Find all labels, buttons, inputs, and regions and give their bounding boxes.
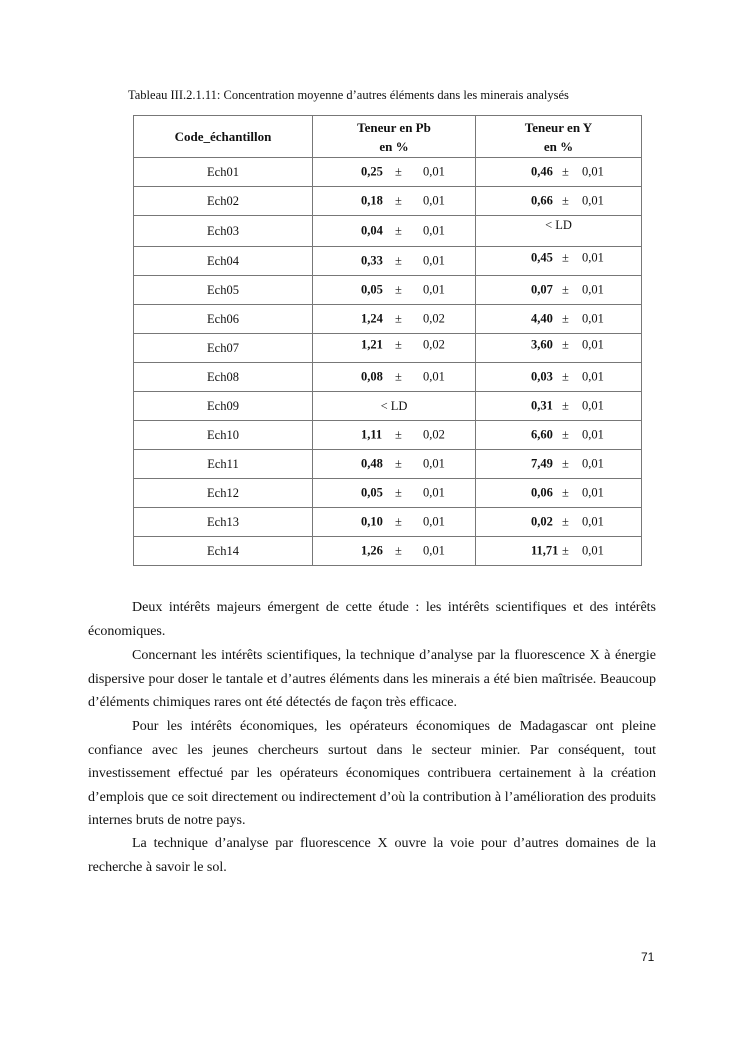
plus-minus-sign: ± bbox=[562, 250, 569, 265]
table-body bbox=[134, 158, 642, 566]
pb-value: 1,24 bbox=[361, 311, 383, 326]
sample-code: Ech08 bbox=[134, 363, 313, 392]
sample-code: Ech03 bbox=[134, 216, 313, 247]
sample-code: Ech12 bbox=[134, 479, 313, 508]
pb-concentration-cell bbox=[313, 421, 476, 450]
sample-code: Ech02 bbox=[134, 187, 313, 216]
table-row bbox=[134, 392, 642, 421]
pb-value-below-ld: < LD bbox=[313, 392, 476, 421]
y-uncertainty: 0,01 bbox=[582, 193, 604, 208]
pb-uncertainty: 0,01 bbox=[423, 282, 445, 297]
pb-concentration-cell bbox=[313, 247, 476, 276]
plus-minus-sign: ± bbox=[562, 164, 569, 179]
sample-code: Ech05 bbox=[134, 276, 313, 305]
sample-code: Ech04 bbox=[134, 247, 313, 276]
pb-uncertainty: 0,02 bbox=[423, 311, 445, 326]
table-row bbox=[134, 508, 642, 537]
table-row bbox=[134, 537, 642, 566]
y-concentration-cell bbox=[476, 421, 642, 450]
y-concentration-cell bbox=[476, 247, 642, 276]
plus-minus-sign: ± bbox=[395, 543, 402, 558]
pb-concentration-cell bbox=[313, 537, 476, 566]
pb-value: 0,10 bbox=[361, 514, 383, 529]
pb-concentration-cell bbox=[313, 305, 476, 334]
pb-uncertainty: 0,01 bbox=[423, 164, 445, 179]
y-value: 0,45 bbox=[531, 250, 553, 265]
sample-code: Ech10 bbox=[134, 421, 313, 450]
pb-value: 0,25 bbox=[361, 164, 383, 179]
y-concentration-cell bbox=[476, 392, 642, 421]
plus-minus-sign: ± bbox=[562, 369, 569, 384]
plus-minus-sign: ± bbox=[395, 164, 402, 179]
paragraph-2: Concernant les intérêts scientifiques, la technique d’analyse par la fluorescence X à énergie dispersive pour doser le tantale et d’autres éléments dans les minerais a été bien maîtrisée. Beaucoup d’éléments chimiques rares ont été détectés de façon très efficace. bbox=[88, 648, 656, 710]
table-row bbox=[134, 247, 642, 276]
pb-concentration-cell bbox=[313, 334, 476, 363]
sample-code: Ech09 bbox=[134, 392, 313, 421]
plus-minus-sign: ± bbox=[395, 485, 402, 500]
y-uncertainty: 0,01 bbox=[582, 514, 604, 529]
pb-uncertainty: 0,01 bbox=[423, 369, 445, 384]
page-number: 71 bbox=[641, 950, 655, 964]
pb-uncertainty: 0,01 bbox=[423, 485, 445, 500]
paragraph-1: Deux intérêts majeurs émergent de cette étude : les intérêts scientifiques et des intérêts économiques. bbox=[88, 600, 656, 639]
header-code: Code_échantillon bbox=[134, 116, 313, 158]
pb-uncertainty: 0,02 bbox=[423, 427, 445, 442]
y-value: 6,60 bbox=[531, 427, 553, 442]
y-uncertainty: 0,01 bbox=[582, 485, 604, 500]
pb-concentration-cell bbox=[313, 479, 476, 508]
pb-value: 0,08 bbox=[361, 369, 383, 384]
pb-uncertainty: 0,01 bbox=[423, 543, 445, 558]
plus-minus-sign: ± bbox=[562, 456, 569, 471]
y-concentration-cell bbox=[476, 305, 642, 334]
y-value: 0,03 bbox=[531, 369, 553, 384]
pb-concentration-cell bbox=[313, 363, 476, 392]
y-concentration-cell bbox=[476, 508, 642, 537]
y-concentration-cell bbox=[476, 363, 642, 392]
pb-uncertainty: 0,01 bbox=[423, 253, 445, 268]
y-concentration-cell bbox=[476, 334, 642, 363]
table-row bbox=[134, 216, 642, 247]
plus-minus-sign: ± bbox=[395, 311, 402, 326]
table-header-row bbox=[134, 116, 642, 158]
plus-minus-sign: ± bbox=[395, 253, 402, 268]
pb-value: 0,05 bbox=[361, 282, 383, 297]
y-concentration-cell bbox=[476, 187, 642, 216]
plus-minus-sign: ± bbox=[562, 514, 569, 529]
y-value: 0,02 bbox=[531, 514, 553, 529]
table-caption: Tableau III.2.1.11: Concentration moyenne d’autres éléments dans les minerais analysés bbox=[128, 88, 569, 102]
table-row bbox=[134, 363, 642, 392]
sample-code: Ech07 bbox=[134, 334, 313, 363]
pb-value: 0,33 bbox=[361, 253, 383, 268]
y-value: 0,31 bbox=[531, 398, 553, 413]
pb-concentration-cell bbox=[313, 508, 476, 537]
plus-minus-sign: ± bbox=[395, 193, 402, 208]
pb-uncertainty: 0,02 bbox=[423, 337, 445, 352]
table-row bbox=[134, 158, 642, 187]
pb-value: 1,21 bbox=[361, 337, 383, 352]
table-row bbox=[134, 479, 642, 508]
pb-uncertainty: 0,01 bbox=[423, 514, 445, 529]
y-value: 0,46 bbox=[531, 164, 553, 179]
plus-minus-sign: ± bbox=[395, 514, 402, 529]
pb-concentration-cell bbox=[313, 450, 476, 479]
y-value-below-ld: < LD bbox=[476, 216, 642, 247]
pb-uncertainty: 0,01 bbox=[423, 223, 445, 238]
table-row bbox=[134, 305, 642, 334]
plus-minus-sign: ± bbox=[562, 427, 569, 442]
pb-value: 0,48 bbox=[361, 456, 383, 471]
y-uncertainty: 0,01 bbox=[582, 427, 604, 442]
y-concentration-cell bbox=[476, 158, 642, 187]
sample-code: Ech06 bbox=[134, 305, 313, 334]
y-uncertainty: 0,01 bbox=[582, 337, 604, 352]
y-uncertainty: 0,01 bbox=[582, 282, 604, 297]
pb-concentration-cell bbox=[313, 187, 476, 216]
y-uncertainty: 0,01 bbox=[582, 398, 604, 413]
pb-uncertainty: 0,01 bbox=[423, 193, 445, 208]
table-row bbox=[134, 187, 642, 216]
pb-value: 0,04 bbox=[361, 223, 383, 238]
sample-code: Ech14 bbox=[134, 537, 313, 566]
plus-minus-sign: ± bbox=[562, 193, 569, 208]
y-value: 11,71 bbox=[531, 543, 559, 558]
pb-value: 0,05 bbox=[361, 485, 383, 500]
plus-minus-sign: ± bbox=[562, 485, 569, 500]
table-row bbox=[134, 276, 642, 305]
plus-minus-sign: ± bbox=[562, 398, 569, 413]
y-value: 3,60 bbox=[531, 337, 553, 352]
header-y: Teneur en Y en % bbox=[476, 116, 642, 158]
pb-uncertainty: 0,01 bbox=[423, 456, 445, 471]
plus-minus-sign: ± bbox=[395, 456, 402, 471]
y-value: 0,06 bbox=[531, 485, 553, 500]
plus-minus-sign: ± bbox=[562, 543, 569, 558]
concentration-table bbox=[133, 115, 642, 566]
sample-code: Ech11 bbox=[134, 450, 313, 479]
y-concentration-cell bbox=[476, 450, 642, 479]
y-concentration-cell bbox=[476, 479, 642, 508]
y-concentration-cell bbox=[476, 537, 642, 566]
plus-minus-sign: ± bbox=[395, 223, 402, 238]
y-value: 0,66 bbox=[531, 193, 553, 208]
y-uncertainty: 0,01 bbox=[582, 369, 604, 384]
y-value: 4,40 bbox=[531, 311, 553, 326]
y-uncertainty: 0,01 bbox=[582, 164, 604, 179]
sample-code: Ech01 bbox=[134, 158, 313, 187]
pb-concentration-cell bbox=[313, 276, 476, 305]
y-concentration-cell bbox=[476, 276, 642, 305]
y-value: 0,07 bbox=[531, 282, 553, 297]
paragraph-3: Pour les intérêts économiques, les opérateurs économiques de Madagascar ont pleine confiance avec les jeunes chercheurs surtout dans le secteur minier. Par conséquent, tout investissement effectué par les opérateurs économiques contribuera certainement à la création d’emplois que ce soit directement ou indirectement d’où la contribution à l’amélioration des produits internes bruts de notre pays. bbox=[88, 719, 656, 828]
y-uncertainty: 0,01 bbox=[582, 250, 604, 265]
paragraph-4: La technique d’analyse par fluorescence X ouvre la voie pour d’autres domaines de la recherche à savoir le sol. bbox=[88, 836, 656, 875]
table-row bbox=[134, 421, 642, 450]
pb-concentration-cell bbox=[313, 158, 476, 187]
plus-minus-sign: ± bbox=[395, 427, 402, 442]
plus-minus-sign: ± bbox=[562, 311, 569, 326]
pb-value: 1,11 bbox=[361, 427, 383, 442]
sample-code: Ech13 bbox=[134, 508, 313, 537]
y-value: 7,49 bbox=[531, 456, 553, 471]
header-pb: Teneur en Pb en % bbox=[313, 116, 476, 158]
table-row bbox=[134, 334, 642, 363]
y-uncertainty: 0,01 bbox=[582, 311, 604, 326]
pb-value: 0,18 bbox=[361, 193, 383, 208]
table-row bbox=[134, 450, 642, 479]
pb-value: 1,26 bbox=[361, 543, 383, 558]
plus-minus-sign: ± bbox=[562, 337, 569, 352]
plus-minus-sign: ± bbox=[395, 337, 402, 352]
pb-concentration-cell bbox=[313, 216, 476, 247]
plus-minus-sign: ± bbox=[562, 282, 569, 297]
y-uncertainty: 0,01 bbox=[582, 543, 604, 558]
plus-minus-sign: ± bbox=[395, 369, 402, 384]
plus-minus-sign: ± bbox=[395, 282, 402, 297]
y-uncertainty: 0,01 bbox=[582, 456, 604, 471]
